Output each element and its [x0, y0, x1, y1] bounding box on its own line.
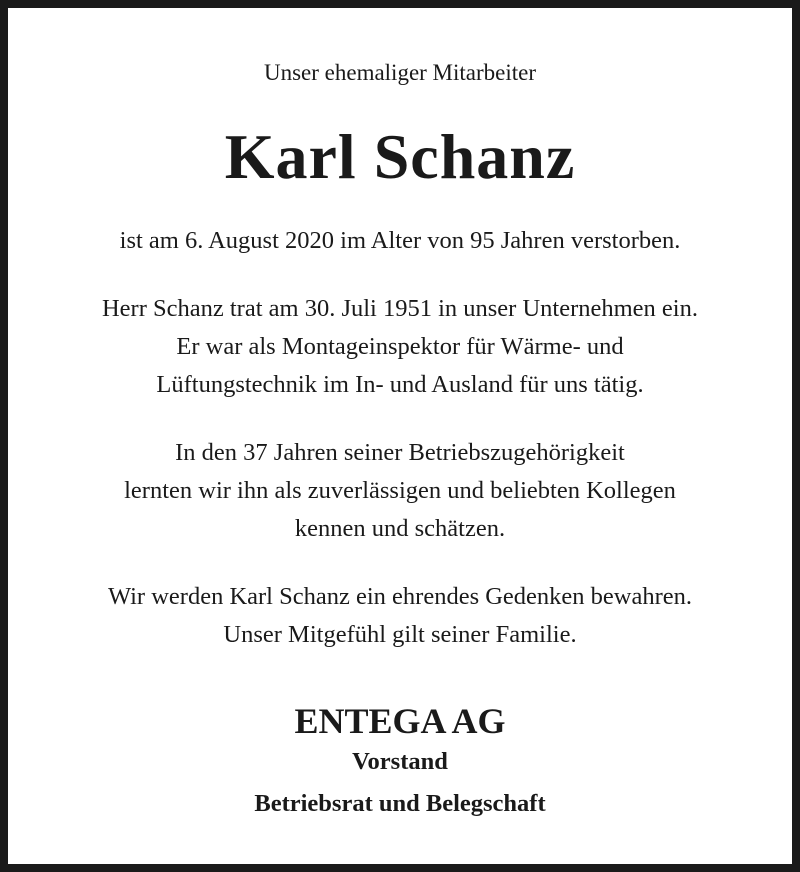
remembrance-line: Unser Mitgefühl gilt seiner Familie. — [223, 621, 577, 648]
deceased-name: Karl Schanz — [224, 121, 576, 192]
tribute-line: In den 37 Jahren seiner Betriebszugehörigkeit — [175, 439, 625, 466]
signatory-line: Vorstand — [352, 748, 448, 775]
career-line: Lüftungstechnik im In- und Ausland für uns tätig. — [156, 371, 644, 398]
tribute-line: lernten wir ihn als zuverlässigen und beliebten Kollegen — [124, 477, 676, 504]
company-name: ENTEGA AG — [294, 701, 506, 741]
death-announcement: ist am 6. August 2020 im Alter von 95 Jahren verstorben. — [119, 227, 681, 254]
career-line: Er war als Montageinspektor für Wärme- und — [176, 333, 624, 360]
career-line: Herr Schanz trat am 30. Juli 1951 in unser Unternehmen ein. — [101, 295, 698, 322]
remembrance-line: Wir werden Karl Schanz ein ehrendes Gedenken bewahren. — [107, 583, 693, 610]
signatory-line: Betriebsrat und Belegschaft — [254, 790, 546, 817]
intro-line: Unser ehemaliger Mitarbeiter — [263, 60, 537, 85]
tribute-line: kennen und schätzen. — [294, 515, 506, 542]
